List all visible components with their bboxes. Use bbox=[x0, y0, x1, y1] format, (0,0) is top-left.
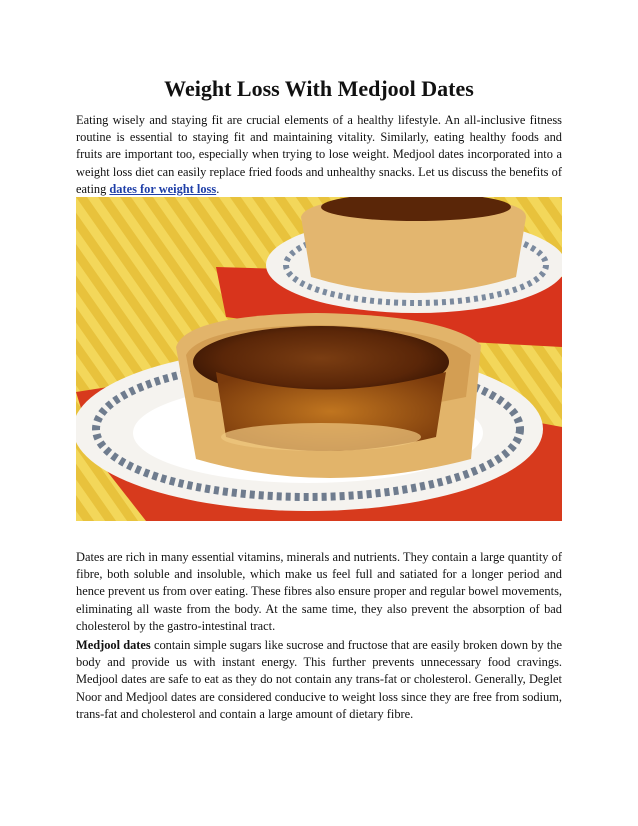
intro-paragraph bbox=[76, 112, 562, 198]
butter-tarts-photo bbox=[76, 197, 562, 521]
medjool-paragraph bbox=[76, 637, 562, 723]
medjool-text: contain simple sugars like sucrose and fructose that are easily broken down by the body and provide us with instant energy. This further prevents unnecessary food cravings. Medjool dates are safe to eat as they do not contain any trans-fat or cholesterol. Generally, Deglet Noor and Medjool dates are considered conducive to weight loss since they are free from sodium, trans-fat and cholesterol and contain a large amount of dietary fibre. bbox=[76, 638, 562, 721]
intro-text-end: . bbox=[216, 181, 220, 196]
page-title: Weight Loss With Medjool Dates bbox=[164, 76, 474, 101]
dates-for-weight-loss-link[interactable]: dates for weight loss bbox=[109, 181, 217, 196]
medjool-dates-lead: Medjool dates bbox=[76, 638, 151, 652]
fibre-paragraph: Dates are rich in many essential vitamins, minerals and nutrients. They contain a large quantity of fibre, both soluble and insoluble, which make us feel full and satiated for a longer period and hence prevent us from over eating. These fibres also ensure proper and regular bowel movements, eliminating all waste from the body. At the same time, they also prevent the absorption of bad cholesterol by the gastro-intestinal tract. bbox=[76, 550, 562, 633]
intro-text: Eating wisely and staying fit are crucial elements of a healthy lifestyle. An all-inclusive fitness routine is essential to staying fit and maintaining vitality. Similarly, eating healthy foods and fruits are important too, especially when trying to lose weight. Medjool dates incorporated into a weight loss diet can easily replace fried foods and unhealthy snacks. Let us discuss the benefits of eating bbox=[76, 113, 562, 196]
